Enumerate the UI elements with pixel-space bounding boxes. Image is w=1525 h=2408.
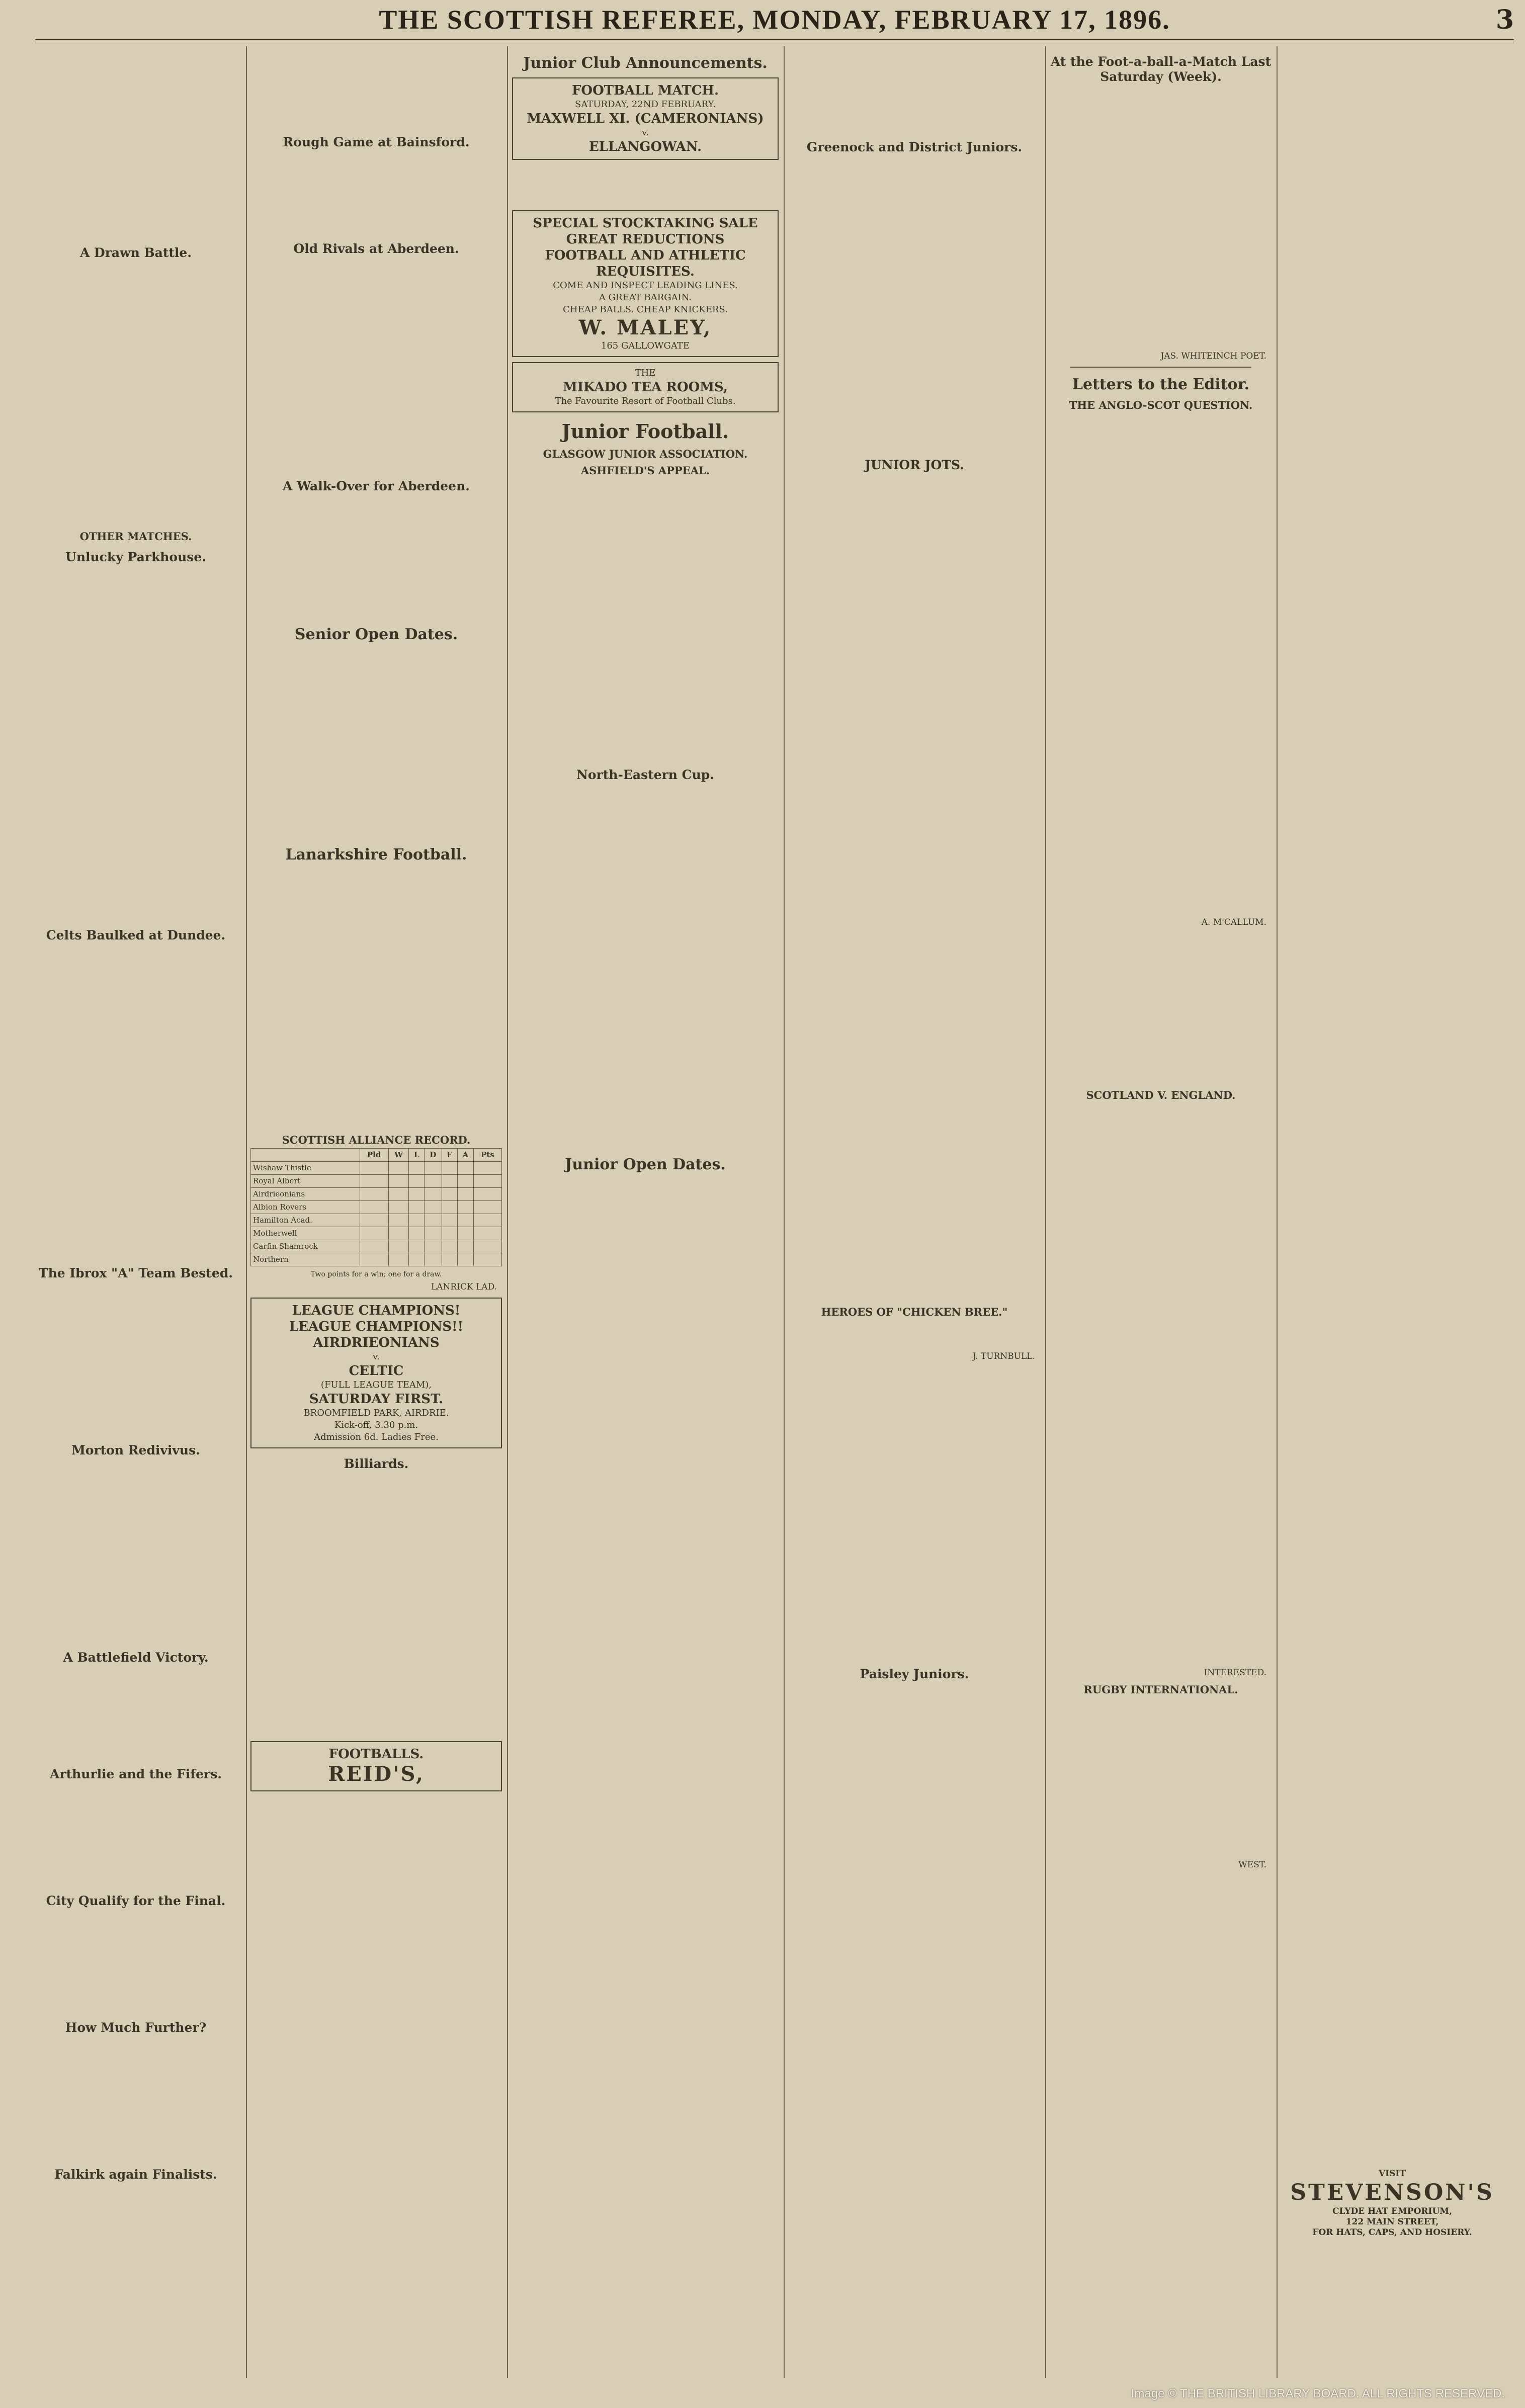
table-cell [457, 1162, 473, 1175]
page-number: 3 [1495, 4, 1514, 35]
advertisement-mikado [512, 362, 779, 412]
text-block [30, 1785, 241, 1885]
ad-line: CHEAP BALLS. CHEAP KNICKERS. [563, 304, 728, 315]
table-row [251, 1188, 502, 1201]
signature: LANRICK LAD. [431, 1282, 497, 1292]
article-heading: Celts Baulked at Dundee. [46, 928, 226, 942]
table-cell [388, 1227, 409, 1240]
table-cell: Northern [251, 1253, 360, 1266]
ad-line: FOOTBALLS. [328, 1747, 424, 1762]
article-heading: Billiards. [344, 1456, 409, 1471]
table-cell [442, 1227, 457, 1240]
article-heading: Junior Open Dates. [565, 1156, 726, 1173]
ad-line: MAXWELL XI. (CAMERONIANS) [527, 111, 764, 126]
table-cell [425, 1214, 442, 1227]
ad-line: (FULL LEAGUE TEAM), [320, 1380, 432, 1390]
table-header-cell: A [457, 1149, 473, 1162]
table-cell [442, 1188, 457, 1201]
ad-line: THE [635, 368, 656, 378]
table-row [251, 1175, 502, 1188]
ad-line: REID'S, [328, 1762, 425, 1786]
article-heading: The Ibrox "A" Team Bested. [39, 1266, 233, 1280]
text-block [789, 158, 1040, 450]
ad-line: FOOTBALL MATCH. [571, 83, 719, 98]
table-cell [360, 1201, 388, 1214]
article-heading: Old Rivals at Aberdeen. [293, 241, 459, 256]
table-cell: Carfin Shamrock [251, 1240, 360, 1253]
sub-heading: SCOTLAND V. ENGLAND. [1086, 1089, 1236, 1101]
table-row [251, 1201, 502, 1214]
text-block [1282, 46, 1503, 2169]
advertisement-maxwell [512, 77, 779, 160]
advertisement-stevenson [1282, 2169, 1503, 2238]
table-cell [442, 1162, 457, 1175]
table-cell [473, 1240, 501, 1253]
table-cell [360, 1240, 388, 1253]
ad-line: COME AND INSPECT LEADING LINES. [553, 280, 738, 291]
text-block [1050, 1697, 1272, 1858]
table-header-cell: Pts [473, 1149, 501, 1162]
table-header-cell [251, 1149, 360, 1162]
article-heading: At the Foot-a-ball-a-Match Last Saturday (Week). [1050, 54, 1272, 84]
text-block [250, 1475, 502, 1736]
article-heading: Falkirk again Finalists. [54, 2167, 217, 2182]
table-cell [473, 1188, 501, 1201]
column-5 [1050, 46, 1272, 2378]
table-header-row [251, 1149, 502, 1162]
table-header-cell: D [425, 1149, 442, 1162]
text-block [250, 153, 502, 233]
ad-line: CELTIC [349, 1363, 404, 1379]
ad-line: GREAT REDUCTIONS [566, 232, 725, 247]
newspaper-title: THE SCOTTISH REFEREE, MONDAY, FEBRUARY 17, 1896. [379, 5, 1170, 35]
table-row [251, 1214, 502, 1227]
table-cell [457, 1253, 473, 1266]
text-block [250, 647, 502, 838]
advertisement-reids [250, 1741, 502, 1791]
ad-line: W. MALEY, [578, 316, 712, 339]
text-block [512, 165, 779, 205]
poem-text [1050, 88, 1272, 349]
article-heading: A Walk-Over for Aberdeen. [283, 479, 470, 493]
text-block [1050, 933, 1272, 1084]
signature: WEST. [1238, 1860, 1266, 1870]
column-6 [1282, 46, 1503, 2378]
ad-line: ELLANGOWAN. [588, 139, 702, 154]
text-block [789, 1367, 1040, 1659]
table-cell [457, 1227, 473, 1240]
table-cell [457, 1175, 473, 1188]
article-heading: Unlucky Parkhouse. [65, 550, 206, 564]
column-4 [789, 46, 1040, 2378]
text-block [30, 2038, 241, 2159]
article-heading: Greenock and District Juniors. [806, 140, 1023, 154]
ad-line: The Favourite Resort of Football Clubs. [555, 396, 736, 406]
article-heading: How Much Further? [65, 2020, 207, 2035]
ad-line: CLYDE HAT EMPORIUM, [1332, 2206, 1453, 2216]
table-cell [425, 1201, 442, 1214]
poem-text [789, 1319, 1040, 1349]
table-cell [457, 1188, 473, 1201]
table-cell [409, 1188, 425, 1201]
table-cell [360, 1214, 388, 1227]
table-row [251, 1253, 502, 1266]
table-cell: Hamilton Acad. [251, 1214, 360, 1227]
table-cell [388, 1214, 409, 1227]
table-cell [473, 1253, 501, 1266]
article-heading: Junior Football. [561, 420, 729, 443]
column-3 [512, 46, 779, 2378]
text-block [30, 1912, 241, 2012]
text-block [512, 478, 779, 759]
column-rule [507, 46, 508, 2378]
table-row [251, 1240, 502, 1253]
text-block [30, 946, 241, 1258]
ad-line: LEAGUE CHAMPIONS!! [289, 1319, 463, 1334]
table-cell [457, 1201, 473, 1214]
table-cell [360, 1162, 388, 1175]
article-heading: Junior Club Announcements. [523, 54, 768, 72]
table-cell [473, 1214, 501, 1227]
table-cell [442, 1240, 457, 1253]
article-heading: A Battlefield Victory. [63, 1650, 209, 1665]
image-credit: Image © THE BRITISH LIBRARY BOARD. ALL RIGHTS RESERVED. [1131, 2387, 1505, 2400]
text-block [789, 476, 1040, 1301]
table-title: SCOTTISH ALLIANCE RECORD. [282, 1134, 471, 1146]
advertisement-maley [512, 210, 779, 357]
signature: J. TURNBULL. [972, 1351, 1035, 1361]
text-block [30, 1461, 241, 1642]
table-cell [425, 1175, 442, 1188]
table-note: Two points for a win; one for a draw. [310, 1270, 442, 1278]
table-cell [442, 1214, 457, 1227]
table-cell [409, 1227, 425, 1240]
table-cell [409, 1240, 425, 1253]
text-block [1050, 412, 1272, 915]
table-header-cell: L [409, 1149, 425, 1162]
table-cell [442, 1253, 457, 1266]
ad-line: 165 GALLOWGATE [601, 340, 690, 351]
ad-line: BROOMFIELD PARK, AIRDRIE. [303, 1408, 449, 1418]
article-heading: Senior Open Dates. [294, 626, 458, 643]
ad-line: SATURDAY, 22ND FEBRUARY. [575, 99, 716, 110]
sub-heading: RUGBY INTERNATIONAL. [1083, 1683, 1238, 1696]
article-heading: Paisley Juniors. [860, 1667, 969, 1681]
ad-line: SPECIAL STOCKTAKING SALE [533, 216, 758, 231]
table-cell [442, 1175, 457, 1188]
column-1 [30, 46, 241, 2378]
table-cell [457, 1214, 473, 1227]
table-cell [473, 1175, 501, 1188]
table-cell [360, 1175, 388, 1188]
column-rule [784, 46, 785, 2378]
ad-line: v. [642, 127, 649, 138]
masthead [35, 0, 1514, 41]
section-heading: OTHER MATCHES. [79, 530, 192, 543]
ad-line: Kick-off, 3.30 p.m. [334, 1420, 418, 1430]
table-cell [425, 1253, 442, 1266]
article-heading: Letters to the Editor. [1072, 376, 1250, 393]
ad-line: A GREAT BARGAIN. [599, 292, 692, 303]
table-cell [473, 1201, 501, 1214]
text-block [250, 46, 502, 127]
table-body [251, 1162, 502, 1266]
table-cell [360, 1188, 388, 1201]
table-cell [409, 1162, 425, 1175]
text-block [789, 46, 1040, 132]
text-block [30, 1284, 241, 1435]
ad-line: VISIT [1378, 2169, 1406, 2179]
table-cell: Royal Albert [251, 1175, 360, 1188]
ad-line: STEVENSON'S [1290, 2180, 1494, 2205]
table-cell [425, 1240, 442, 1253]
divider [1070, 367, 1251, 368]
ad-line: Admission 6d. Ladies Free. [314, 1432, 439, 1442]
table-row [251, 1162, 502, 1175]
table-row [251, 1227, 502, 1240]
table-cell: Albion Rovers [251, 1201, 360, 1214]
article-heading: Arthurlie and the Fifers. [50, 1767, 222, 1781]
table-cell [457, 1240, 473, 1253]
text-block [250, 260, 502, 471]
poem-title: HEROES OF "CHICKEN BREE." [821, 1306, 1008, 1318]
article-heading: Rough Game at Bainsford. [283, 135, 470, 149]
text-block [30, 264, 241, 525]
article-heading: Lanarkshire Football. [285, 846, 467, 864]
article-heading: City Qualify for the Final. [46, 1894, 226, 1908]
table-header-cell: Pld [360, 1149, 388, 1162]
signature: INTERESTED. [1204, 1668, 1266, 1678]
ad-line: AIRDRIEONIANS [313, 1335, 440, 1350]
signature: A. M'CALLUM. [1201, 917, 1266, 927]
article-heading: Morton Redivivus. [71, 1443, 200, 1457]
table-cell [473, 1227, 501, 1240]
table-cell [388, 1175, 409, 1188]
table-cell [388, 1188, 409, 1201]
article-heading: JUNIOR JOTS. [865, 458, 964, 472]
advertisement-airdrie [250, 1298, 502, 1448]
signature: JAS. WHITEINCH POET. [1160, 351, 1266, 361]
table-cell [425, 1227, 442, 1240]
table-cell: Airdrieonians [251, 1188, 360, 1201]
column-2 [250, 46, 502, 2378]
table-cell [409, 1175, 425, 1188]
ad-line: MIKADO TEA ROOMS, [563, 380, 728, 395]
table-cell [409, 1214, 425, 1227]
table-cell [425, 1188, 442, 1201]
table-cell [360, 1227, 388, 1240]
text-block [250, 497, 502, 618]
ad-line: 122 MAIN STREET, [1345, 2217, 1439, 2227]
table-cell [388, 1201, 409, 1214]
column-rule [1277, 46, 1278, 2378]
text-block [30, 1668, 241, 1759]
sub-heading: GLASGOW JUNIOR ASSOCIATION. [543, 448, 748, 460]
text-block [1050, 1102, 1272, 1666]
ad-line: FOOTBALL AND ATHLETIC REQUISITES. [545, 248, 746, 279]
table-cell [473, 1162, 501, 1175]
table-cell [388, 1253, 409, 1266]
table-cell [409, 1253, 425, 1266]
text-block [30, 46, 241, 237]
table-header-cell: F [442, 1149, 457, 1162]
ad-line: LEAGUE CHAMPIONS! [292, 1303, 461, 1318]
table-cell [388, 1240, 409, 1253]
text-block [30, 568, 241, 920]
ad-line: SATURDAY FIRST. [309, 1392, 444, 1407]
column-rule [246, 46, 247, 2378]
table-cell: Motherwell [251, 1227, 360, 1240]
alliance-table [250, 1148, 502, 1266]
article-heading: North-Eastern Cup. [576, 767, 714, 782]
table-cell [409, 1201, 425, 1214]
sub-heading: ASHFIELD'S APPEAL. [580, 464, 710, 477]
table-cell [425, 1162, 442, 1175]
text-block [250, 867, 502, 1129]
column-rule [1045, 46, 1046, 2378]
article-heading: A Drawn Battle. [79, 245, 192, 260]
table-cell: Wishaw Thistle [251, 1162, 360, 1175]
table-cell [442, 1201, 457, 1214]
ad-line: v. [373, 1351, 380, 1362]
text-block [512, 786, 779, 1148]
sub-heading: THE ANGLO-SCOT QUESTION. [1069, 399, 1253, 411]
ad-line: FOR HATS, CAPS, AND HOSIERY. [1312, 2227, 1472, 2238]
table-cell [388, 1162, 409, 1175]
table-cell [360, 1253, 388, 1266]
table-header-cell: W [388, 1149, 409, 1162]
